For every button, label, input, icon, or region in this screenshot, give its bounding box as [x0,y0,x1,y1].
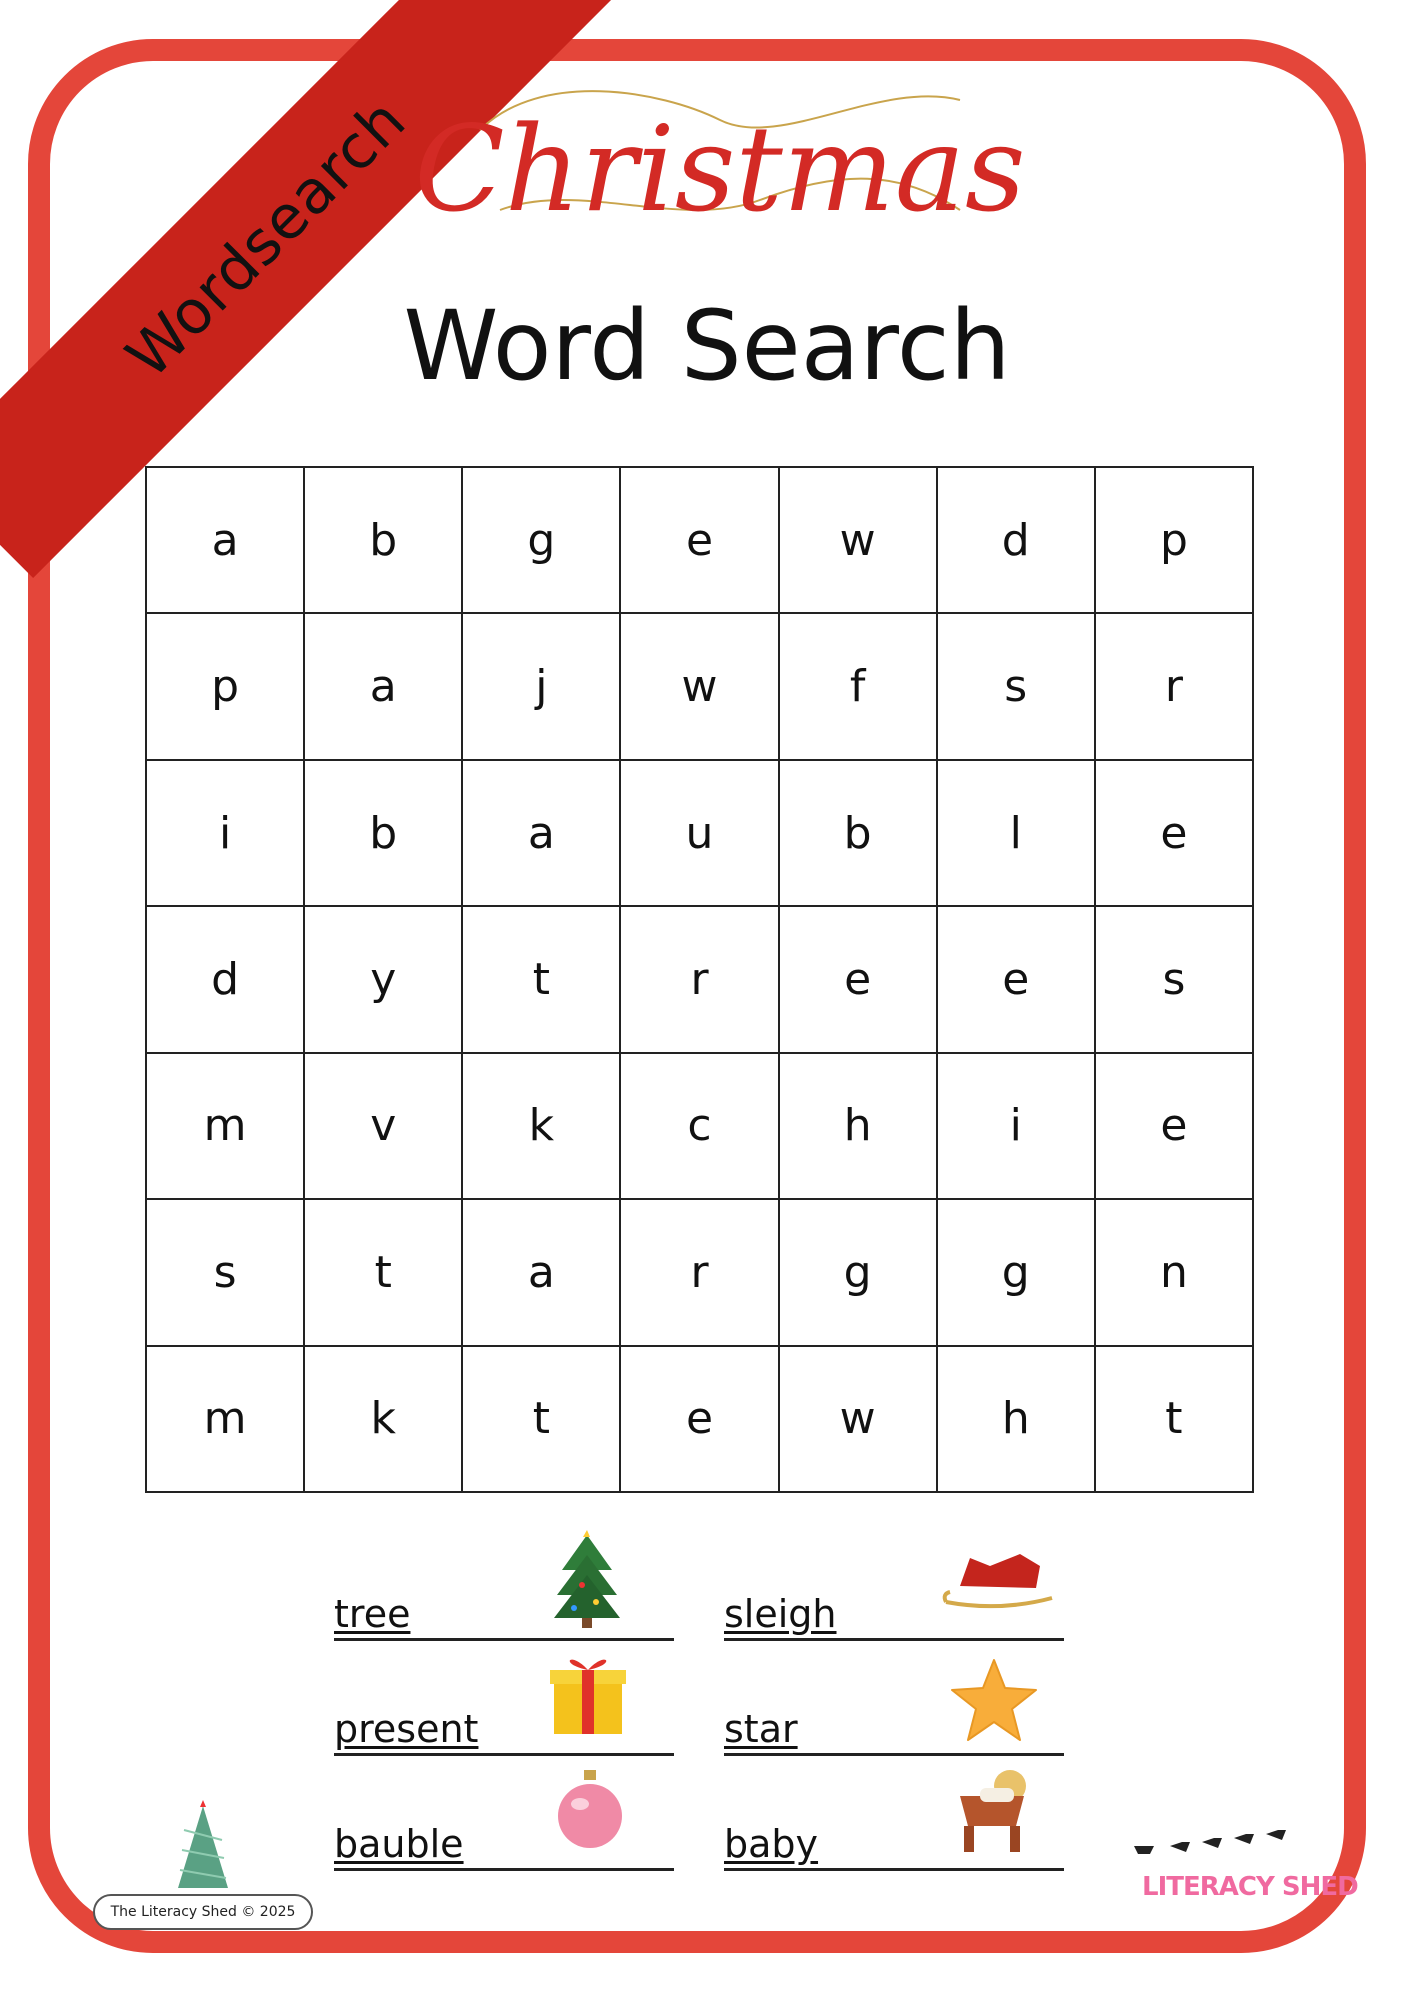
grid-cell[interactable]: c [620,1053,778,1199]
grid-cell[interactable]: w [779,467,937,613]
grid-cell[interactable]: s [937,613,1095,759]
grid-cell[interactable]: k [304,1346,462,1492]
grid-cell[interactable]: r [620,1199,778,1345]
word-label: star [724,1707,798,1751]
word-label: present [334,1707,479,1751]
grid-cell[interactable]: g [937,1199,1095,1345]
grid-cell[interactable]: b [304,760,462,906]
star-icon [948,1656,1040,1744]
grid-cell[interactable]: i [937,1053,1095,1199]
grid-cell[interactable]: w [620,613,778,759]
grid-cell[interactable]: t [462,1346,620,1492]
grid-cell[interactable]: g [462,467,620,613]
copyright-badge: The Literacy Shed © 2025 [93,1894,313,1930]
gift-icon [550,1650,626,1736]
grid-cell[interactable]: e [1095,1053,1253,1199]
grid-cell[interactable]: i [146,760,304,906]
grid-cell[interactable]: p [1095,467,1253,613]
reindeer-sleigh-icon [1130,1824,1290,1860]
word-search-grid [145,466,1254,1493]
grid-cell[interactable]: d [937,467,1095,613]
grid-cell[interactable]: t [462,906,620,1052]
grid-cell[interactable]: e [620,1346,778,1492]
grid-cell[interactable]: e [779,906,937,1052]
word-label: baby [724,1822,819,1866]
grid-row [146,906,1253,1052]
sleigh-icon [940,1546,1060,1614]
grid-row [146,467,1253,613]
grid-cell[interactable]: k [462,1053,620,1199]
grid-cell[interactable]: b [779,760,937,906]
christmas-logo [414,60,1026,290]
grid-cell[interactable]: v [304,1053,462,1199]
grid-cell[interactable]: a [304,613,462,759]
grid-cell[interactable]: h [779,1053,937,1199]
grid-cell[interactable]: t [1095,1346,1253,1492]
word-label: tree [334,1592,411,1636]
christmas-tree-icon [552,1530,622,1630]
ribbon-label: Wordsearch [113,85,420,392]
grid-cell[interactable]: f [779,613,937,759]
grid-row [146,760,1253,906]
grid-cell[interactable]: a [146,467,304,613]
logo-text: Christmas [414,100,1026,238]
grid-cell[interactable]: p [146,613,304,759]
grid-cell[interactable]: s [1095,906,1253,1052]
brand-logo: LITERACY SHED [1142,1872,1358,1902]
grid-cell[interactable]: a [462,760,620,906]
word-item [334,1590,674,1641]
grid-cell[interactable]: e [1095,760,1253,906]
grid-cell[interactable]: r [620,906,778,1052]
grid-cell[interactable]: a [462,1199,620,1345]
grid-cell[interactable]: m [146,1053,304,1199]
grid-cell[interactable]: e [620,467,778,613]
footer-tree-icon [168,1800,238,1900]
grid-cell[interactable]: r [1095,613,1253,759]
grid-cell[interactable]: g [779,1199,937,1345]
grid-cell[interactable]: m [146,1346,304,1492]
grid-cell[interactable]: j [462,613,620,759]
word-label: bauble [334,1822,464,1866]
page-title: Word Search [403,290,1011,402]
word-label: sleigh [724,1592,837,1636]
grid-row [146,1346,1253,1492]
grid-cell[interactable]: n [1095,1199,1253,1345]
grid-cell[interactable]: y [304,906,462,1052]
grid-cell[interactable]: u [620,760,778,906]
grid-cell[interactable]: s [146,1199,304,1345]
manger-icon [950,1766,1034,1854]
grid-cell[interactable]: d [146,906,304,1052]
grid-cell[interactable]: l [937,760,1095,906]
grid-cell[interactable]: h [937,1346,1095,1492]
grid-row [146,1199,1253,1345]
grid-cell[interactable]: w [779,1346,937,1492]
grid-cell[interactable]: t [304,1199,462,1345]
grid-row [146,1053,1253,1199]
grid-cell[interactable]: e [937,906,1095,1052]
grid-cell[interactable]: b [304,467,462,613]
grid-row [146,613,1253,759]
bauble-icon [556,1766,624,1854]
